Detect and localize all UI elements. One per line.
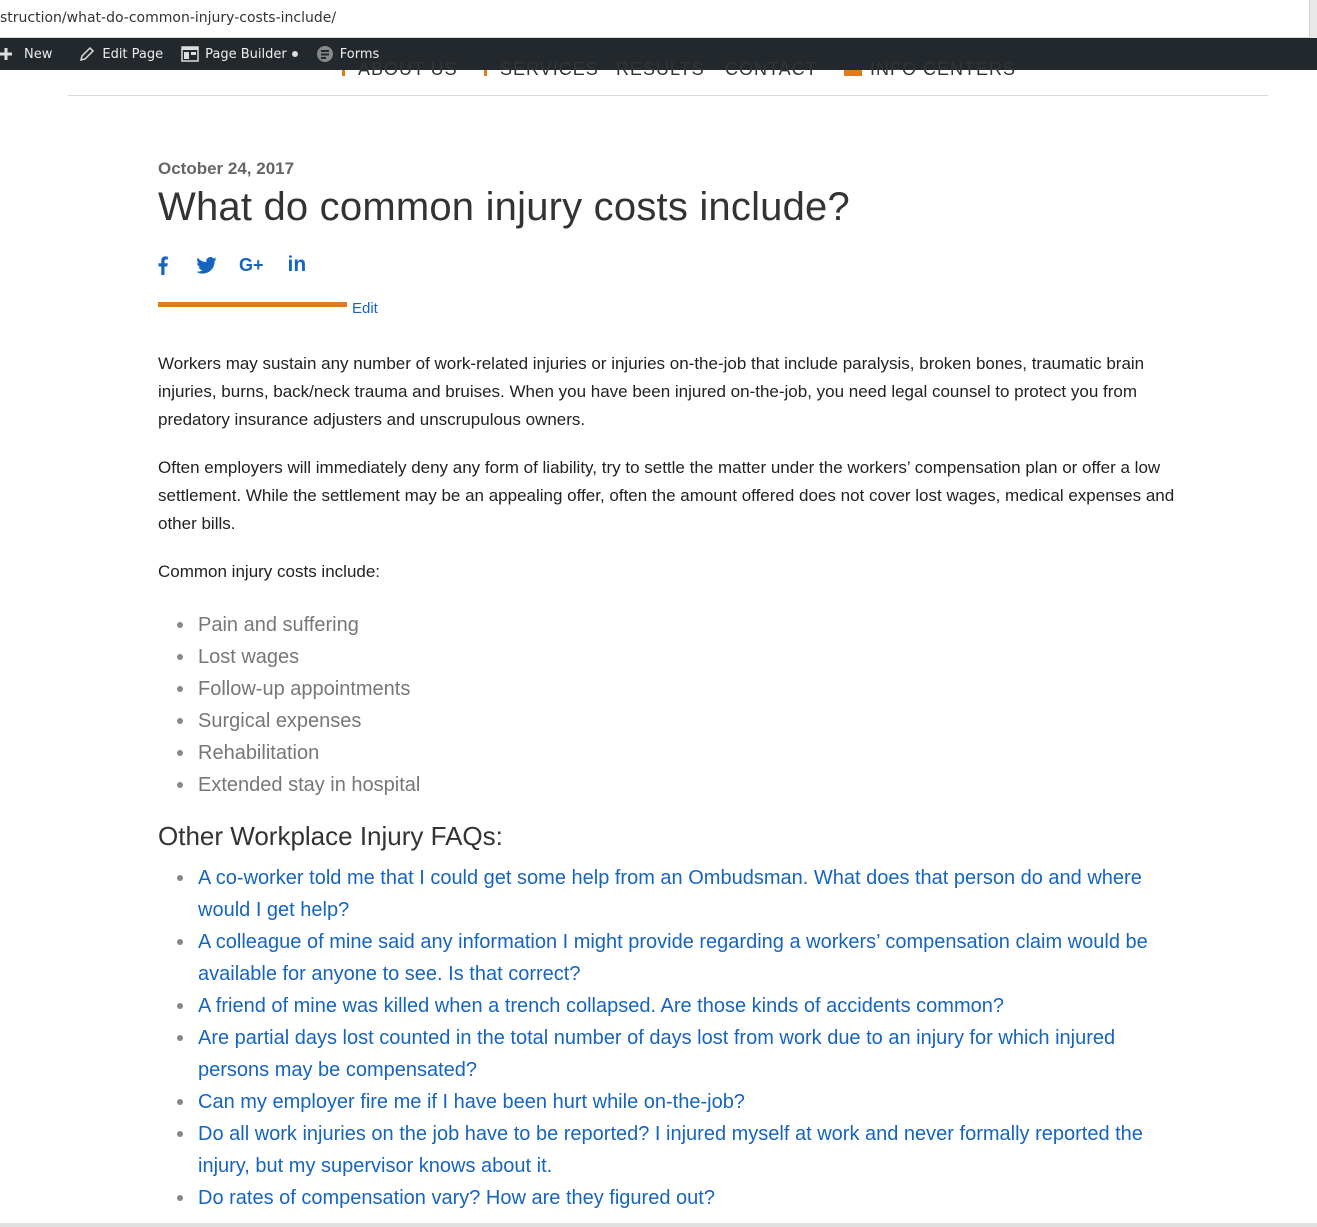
nav-item-contact[interactable]: CONTACT [725, 59, 818, 79]
faq-link[interactable]: A friend of mine was killed when a trench collapsed. Are those kinds of accidents common? [158, 990, 1178, 1022]
faq-list [158, 862, 1178, 1214]
admin-new-button[interactable] [0, 38, 60, 70]
url-text[interactable]: struction/what-do-common-injury-costs-include/ [0, 10, 337, 26]
window-bottom-edge [0, 1223, 1317, 1227]
list-item: Lost wages [158, 641, 1178, 673]
faq-link[interactable]: A co-worker told me that I could get some help from an Ombudsman. What does that person do and where would I get help? [158, 862, 1178, 926]
paragraph-1: Workers may sustain any number of work-related injuries or injuries on-the-job that include paralysis, broken bones, traumatic brain injuries, burns, back/neck trauma and bruises. When you have been injured on-the-job, you need legal counsel to protect you from predatory insurance adjusters and unscrupulous owners. [158, 354, 1145, 429]
browser-address-bar[interactable] [0, 0, 1317, 38]
google-plus-icon[interactable]: G+ [239, 254, 264, 275]
nav-item-about-us[interactable]: ABOUT US [358, 59, 458, 79]
edit-link[interactable]: Edit [352, 300, 378, 317]
page-title: What do common injury costs include? [158, 185, 850, 229]
nav-item-info-centers[interactable]: INFO CENTERS [870, 59, 1017, 79]
linkedin-icon[interactable]: in [287, 253, 307, 276]
faq-link[interactable]: Are partial days lost counted in the total number of days lost from work due to an injury for which injured persons may be compensated? [158, 1022, 1178, 1086]
plus-icon [0, 45, 18, 63]
nav-item-results[interactable]: RESULTS [616, 59, 705, 79]
nav-marker [484, 70, 487, 76]
social-share [158, 254, 1178, 276]
admin-edit-page-button[interactable] [70, 38, 171, 70]
list-item: Surgical expenses [158, 705, 1178, 737]
pencil-icon [78, 45, 96, 63]
faq-heading: Other Workplace Injury FAQs: [158, 821, 503, 851]
orange-divider [158, 302, 347, 307]
admin-edit-page-label: Edit Page [102, 46, 164, 62]
admin-page-builder-button[interactable] [173, 38, 306, 70]
post-content [158, 150, 1178, 1214]
forms-icon [316, 45, 334, 63]
browser-scrollbar-edge [1309, 0, 1317, 38]
menu-bars-icon[interactable] [844, 70, 862, 76]
faq-link[interactable]: Do all work injuries on the job have to be reported? I injured myself at work and never formally reported the injury, but my supervisor knows about it. [158, 1118, 1178, 1182]
twitter-icon[interactable] [196, 257, 217, 274]
admin-forms-label: Forms [339, 46, 380, 62]
paragraph-2: Often employers will immediately deny any form of liability, try to settle the matter under the workers’ compensation plan or offer a low settlement. While the settlement may be an appealing offer, often the amount offered does not cover lost wages, medical expenses and other bills. [158, 458, 1175, 533]
costs-list [158, 609, 1178, 801]
list-item: Follow-up appointments [158, 673, 1178, 705]
page-builder-icon [181, 45, 199, 63]
post-date: October 24, 2017 [158, 159, 295, 178]
faq-link[interactable]: A colleague of mine said any information I might provide regarding a workers’ compensation claim would be available for anyone to see. Is that correct? [158, 926, 1178, 990]
facebook-icon[interactable] [158, 256, 168, 275]
list-item: Pain and suffering [158, 609, 1178, 641]
list-item: Rehabilitation [158, 737, 1178, 769]
faq-link[interactable]: Do rates of compensation vary? How are they figured out? [158, 1182, 1178, 1214]
site-main-nav [68, 59, 1268, 96]
faq-link[interactable]: Can my employer fire me if I have been hurt while on-the-job? [158, 1086, 1178, 1118]
list-item: Extended stay in hospital [158, 769, 1178, 801]
nav-item-services[interactable]: SERVICES [500, 59, 599, 79]
paragraph-3: Common injury costs include: [158, 562, 381, 581]
admin-page-builder-label: Page Builder [205, 46, 287, 62]
status-dot-icon [292, 51, 298, 57]
admin-new-label: New [24, 46, 53, 62]
title-divider-row [158, 300, 1178, 320]
nav-marker [342, 70, 345, 76]
